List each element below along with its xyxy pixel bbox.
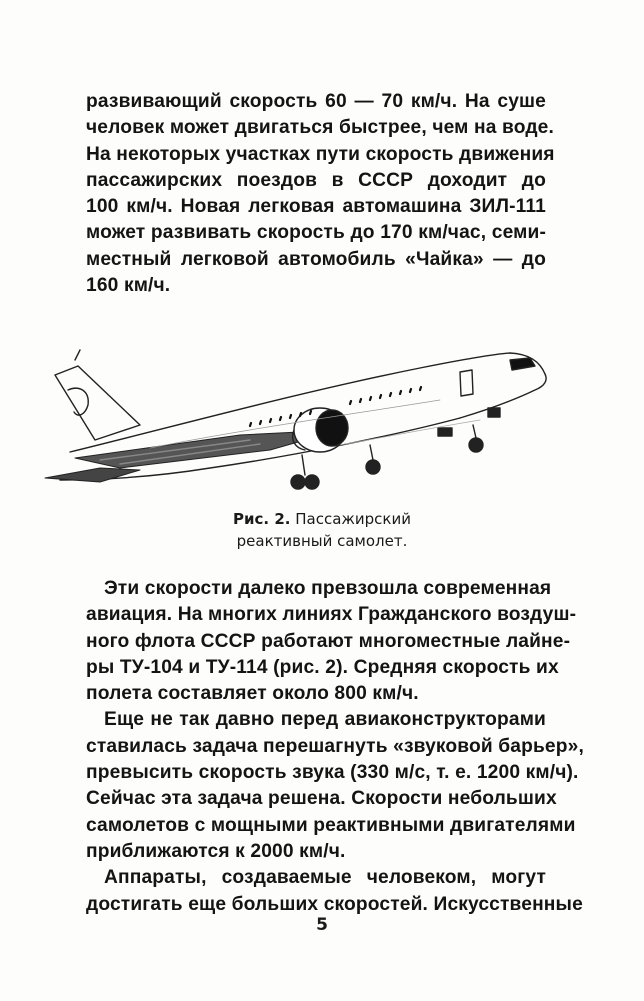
paragraph-block-top — [86, 89, 555, 299]
text-line: самолетов с мощными реактивными двигателями — [86, 814, 576, 836]
text-line: полета составляет около 800 км/ч. — [86, 683, 419, 705]
airplane-illustration — [40, 330, 610, 500]
text-line: Эти скорости далеко превзошла современная — [104, 578, 552, 599]
text-line: Сейчас эта задача решена. Скорости небольших — [86, 788, 557, 810]
page-number: 5 — [316, 915, 328, 935]
airplane-sketch-icon — [40, 330, 610, 500]
paragraph-block-bottom — [86, 576, 584, 918]
caption-text-line2: реактивный самолет. — [236, 532, 408, 550]
text-line: приближаются к 2000 км/ч. — [86, 840, 346, 862]
text-line: ного флота СССР работают многоместные лайне- — [86, 630, 571, 652]
text-line: развивающий скорость 60 — 70 км/ч. На суше — [86, 91, 546, 112]
figure-caption — [0, 508, 644, 552]
text-line: 160 км/ч. — [86, 275, 171, 297]
text-line: авиация. На многих линиях Гражданского воздуш- — [86, 604, 577, 626]
caption-text-line1: Пассажирский — [290, 510, 411, 528]
text-line: местный легковой автомобиль «Чайка» — до — [86, 248, 546, 270]
text-line: ставилась задача перешагнуть «звуковой барьер», — [86, 735, 584, 757]
text-line: На некоторых участках пути скорость движения — [86, 143, 555, 165]
figure-label: Рис. 2. — [233, 510, 291, 528]
text-line: 100 км/ч. Новая легковая автомашина ЗИЛ-111 — [86, 196, 546, 218]
text-line: ры ТУ-104 и ТУ-114 (рис. 2). Средняя скорость их — [86, 656, 559, 678]
text-line: может развивать скорость до 170 км/час, семи- — [86, 222, 546, 244]
text-line: Аппараты, создаваемые человеком, могут — [104, 867, 546, 889]
text-line: превысить скорость звука (330 м/с, т. е. 1200 км/ч). — [86, 762, 579, 784]
text-line: достигать еще больших скоростей. Искусственные — [86, 893, 583, 915]
text-line: Еще не так давно перед авиаконструкторами — [104, 709, 546, 731]
text-line: пассажирских поездов в СССР доходит до — [86, 169, 546, 191]
text-line: человек может двигаться быстрее, чем на воде. — [86, 117, 554, 139]
